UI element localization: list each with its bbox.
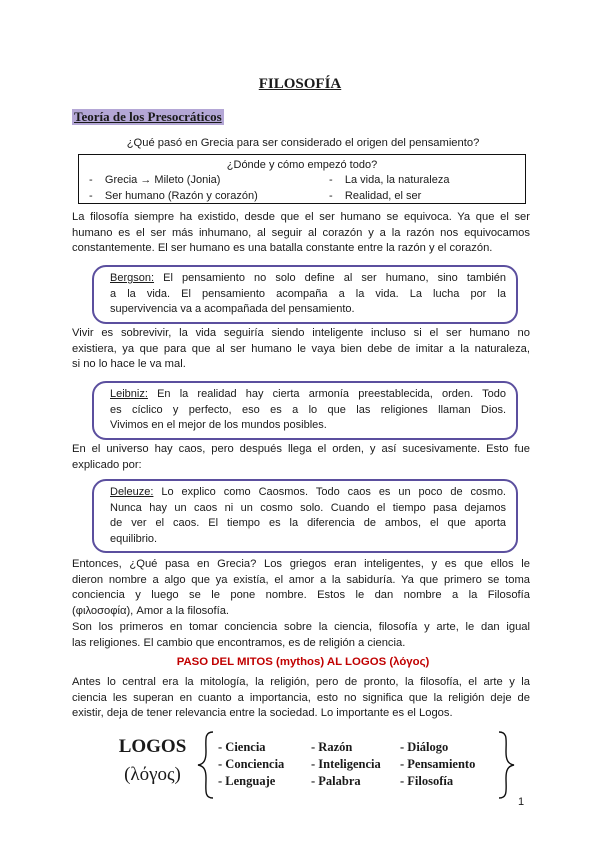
section-heading: Teoría de los Presocráticos xyxy=(74,109,222,124)
quote-line: Lo explico como Caosmos. Todo caos es un poco de cosmo. xyxy=(161,486,506,498)
quote-author: Deleuze: xyxy=(110,486,154,498)
quote-leibniz xyxy=(92,381,518,440)
logos-item: - Filosofía xyxy=(400,774,454,788)
box-item: - Realidad, el ser xyxy=(329,190,422,202)
text-line: si no lo hace le va mal. xyxy=(72,358,186,371)
quote-line: equilibrio. xyxy=(110,532,158,545)
logos-item: - Razón xyxy=(311,740,353,754)
quote-author: Bergson: xyxy=(110,272,155,284)
quote-deleuze xyxy=(92,479,518,553)
paragraph-greece xyxy=(72,557,530,651)
logos-greek: (λόγος) xyxy=(124,764,181,785)
text-line: (φιλοσοφία), Amor a la filosofía. xyxy=(72,605,230,618)
logos-item: - Ciencia xyxy=(218,740,266,754)
logos-item: - Diálogo xyxy=(400,740,449,754)
box-item: - Grecia → Mileto (Jonia) xyxy=(89,174,221,186)
left-brace-icon xyxy=(195,730,217,800)
paragraph-intro xyxy=(72,210,530,257)
quote-bergson xyxy=(92,265,518,324)
quote-line: es cíclico y perfecto, eso es a lo que las religiones llaman Dios. xyxy=(110,403,506,416)
main-question: ¿Qué pasó en Grecia para ser considerado el origen del pensamiento? xyxy=(126,137,480,149)
text-line: dieron nombre a algo que ya existía, el amor a la sabiduría. Ya que primero se toma xyxy=(72,573,530,586)
text-line: humano es el ser más inhumano, al seguir al corazón y a la razón nos equivocamos xyxy=(72,226,530,239)
quote-line: En la realidad hay cierta armonía preestablecida, orden. Todo xyxy=(157,388,506,400)
paragraph-chaos xyxy=(72,442,530,473)
text-line: las religiones. El cambio que encontramos, es de religión a ciencia. xyxy=(72,636,406,649)
text-line: Entonces, ¿Qué pasa en Grecia? Los griegos eran inteligentes, y es que ellos le xyxy=(72,558,530,570)
paragraph-logos xyxy=(72,675,530,722)
quote-author: Leibniz: xyxy=(110,388,148,400)
mythos-logos-heading: PASO DEL MITOS (mythos) AL LOGOS (λόγος) xyxy=(176,656,430,668)
quote-line: Vivimos en el mejor de los mundos posibles. xyxy=(110,419,327,431)
text-line: Vivir es sobrevivir, la vida seguiría siendo inteligente incluso si el ser humano no xyxy=(72,327,530,339)
logos-item: - Pensamiento xyxy=(400,757,476,771)
logos-item: - Inteligencia xyxy=(311,757,381,771)
text-line: La filosofía siempre ha existido, desde que el ser humano se equivoca. Ya que el ser xyxy=(72,211,530,223)
right-brace-icon xyxy=(495,730,517,800)
text-line: existiera, ya que para que al ser humano le vaya bien debe de imitar a la naturaleza, xyxy=(72,342,530,355)
text-line: explicado por: xyxy=(72,458,142,471)
text-line: En el universo hay caos, pero después llega el orden, y así sucesivamente. Esto fue xyxy=(72,443,530,455)
paragraph-survival xyxy=(72,326,530,373)
box-question: ¿Dónde y cómo empezó todo? xyxy=(226,159,378,171)
quote-line: de ver el caos. El tiempo es la diferencia de ambos, el que aporta xyxy=(110,517,506,529)
box-item: - La vida, la naturaleza xyxy=(329,174,450,186)
page-title: FILOSOFÍA xyxy=(258,76,342,92)
text-line: existir, deja de tener relevancia entre la sociedad. Lo importante es el Logos. xyxy=(72,707,453,720)
text-line: Antes lo central era la mitología, la religión, pero de pronto, la filosofía, el arte y la xyxy=(72,676,530,688)
logos-item: - Palabra xyxy=(311,774,361,788)
logos-item: - Lenguaje xyxy=(218,774,276,788)
question-box xyxy=(78,154,526,204)
quote-line: supervivencia va a acompañada del pensamiento. xyxy=(110,303,355,315)
quote-line: a la vida. El pensamiento acompaña a la vida. La lucha por la xyxy=(110,287,506,300)
logos-word: LOGOS xyxy=(118,736,187,757)
logos-item: - Conciencia xyxy=(218,757,285,771)
text-line: Son los primeros en tomar conciencia sobre la ciencia, filosofía y arte, le dan igual xyxy=(72,620,530,633)
page-number: 1 xyxy=(518,796,525,808)
quote-line: El pensamiento no solo define al ser humano, sino también xyxy=(163,272,506,284)
text-line: ciencia les superan en cuanto a importancia, esto no significa que la religión deje de xyxy=(72,691,530,704)
box-item: - Ser humano (Razón y corazón) xyxy=(89,190,258,202)
text-line: constantemente. El ser humano es una batalla constante entre la razón y el corazón. xyxy=(72,242,493,255)
quote-line: Nunca hay un caos ni un cosmo solo. Cuando el tiempo pasa dejamos xyxy=(110,501,506,514)
text-line: conciencia y luego se le pone nombre. Estos le dan nombre a la Filosofía xyxy=(72,589,530,602)
